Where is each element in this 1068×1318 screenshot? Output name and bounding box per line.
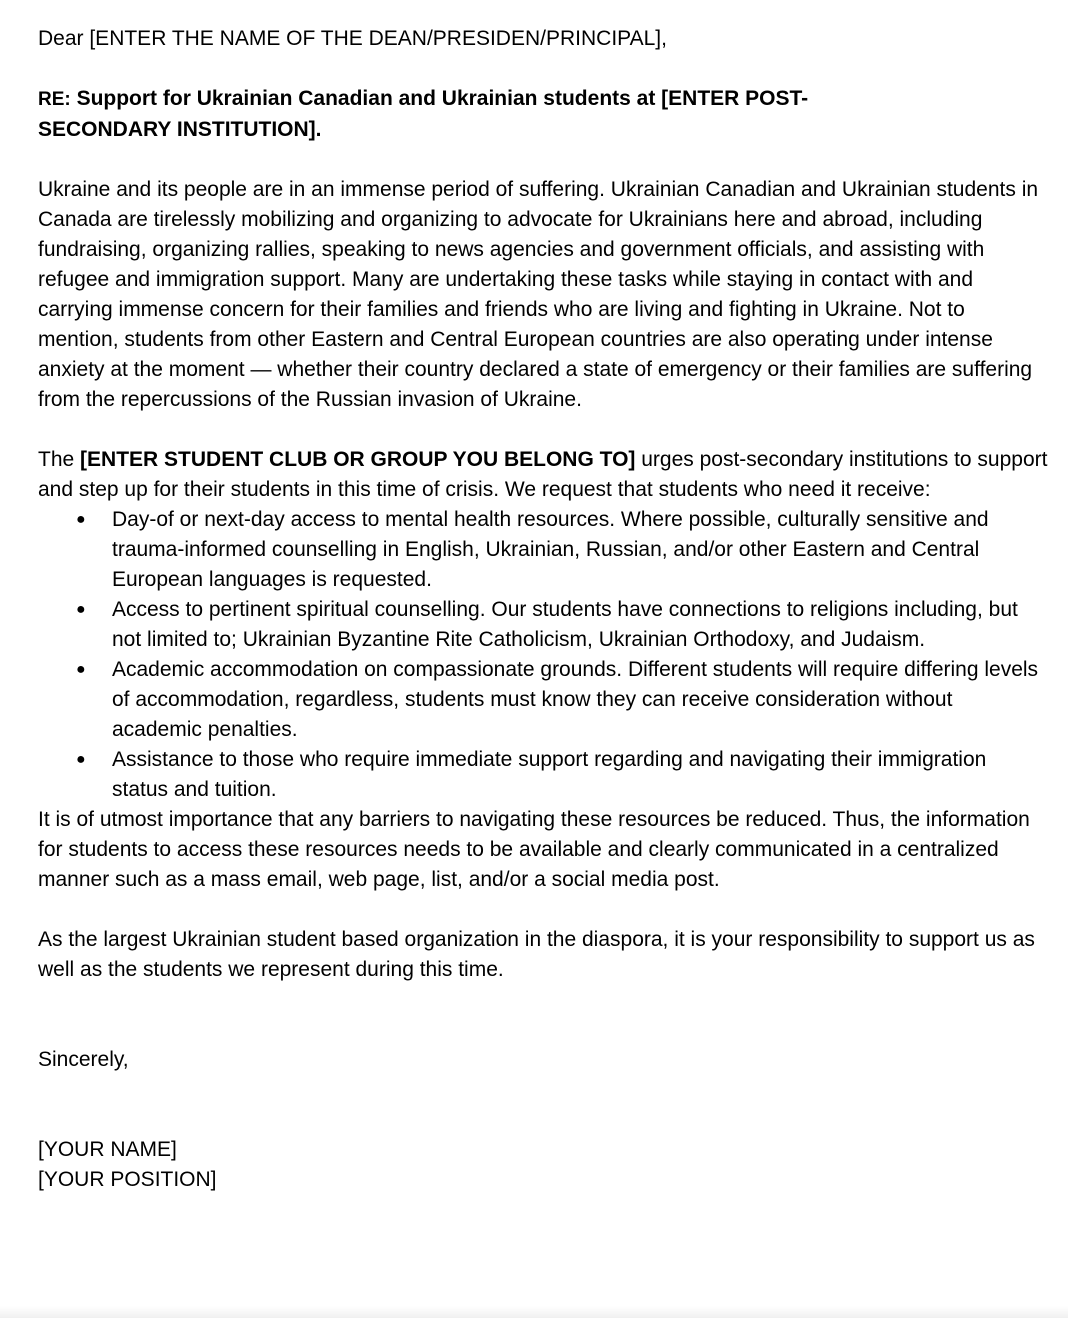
page-bottom-edge xyxy=(0,1306,1068,1318)
request-list xyxy=(38,505,1048,805)
request-paragraph xyxy=(38,445,1048,505)
request-suffix: urges post-secondary institutions to support and step up for their students in this time of crisis. We request that students who need it receive: xyxy=(38,448,1048,501)
signature-position: [YOUR POSITION] xyxy=(38,1168,217,1191)
list-item-text: Day-of or next-day access to mental health resources. Where possible, culturally sensitive and trauma-informed counselling in English, Ukrainian, Russian, and/or other Eastern and Central European languages is requested. xyxy=(112,508,989,591)
list-item-text: Academic accommodation on compassionate grounds. Different students will require differing levels of accommodation, regardless, students must know they can receive consideration without academic penalties. xyxy=(112,658,1039,741)
letter-document xyxy=(38,24,1048,1195)
list-item xyxy=(38,745,1048,805)
bullet-icon: ● xyxy=(76,601,86,618)
student-group-placeholder: [ENTER STUDENT CLUB OR GROUP YOU BELONG TO] xyxy=(80,448,636,471)
signature-name: [YOUR NAME] xyxy=(38,1138,177,1161)
responsibility-paragraph: As the largest Ukrainian student based organization in the diaspora, it is your responsibility to support us as well as the students we represent during this time. xyxy=(38,928,1035,981)
subject-label: RE: xyxy=(38,89,71,110)
subject-line xyxy=(38,84,918,145)
bullet-icon: ● xyxy=(76,511,86,528)
bullet-icon: ● xyxy=(76,661,86,678)
closing: Sincerely, xyxy=(38,1048,129,1071)
subject-text: Support for Ukrainian Canadian and Ukrainian students at [ENTER POST-SECONDARY INSTITUTION]. xyxy=(38,87,809,141)
salutation: Dear [ENTER THE NAME OF THE DEAN/PRESIDEN/PRINCIPAL], xyxy=(38,27,667,50)
intro-paragraph: Ukraine and its people are in an immense period of suffering. Ukrainian Canadian and Ukrainian students in Canada are tirelessly mobilizing and organizing to advocate for Ukrainians here and abroad, including fundraising, organizing rallies, speaking to news agencies and government officials, and assisting with refugee and immigration support. Many are undertaking these tasks while staying in contact with and carrying immense concern for their families and friends who are living and fighting in Ukraine. Not to mention, students from other Eastern and Central European countries are also operating under intense anxiety at the moment — whether their country declared a state of emergency or their families are suffering from the repercussions of the Russian invasion of Ukraine. xyxy=(38,178,1039,411)
list-item xyxy=(38,505,1048,595)
request-prefix: The xyxy=(38,448,81,471)
barriers-paragraph: It is of utmost importance that any barriers to navigating these resources be reduced. Thus, the information for students to access these resources needs to be available and clearly communicated in a centralized manner such as a mass email, web page, list, and/or a social media post. xyxy=(38,808,1030,891)
list-item-text: Access to pertinent spiritual counselling. Our students have connections to religions including, but not limited to; Ukrainian Byzantine Rite Catholicism, Ukrainian Orthodoxy, and Judaism. xyxy=(112,598,1018,651)
list-item xyxy=(38,655,1048,745)
list-item-text: Assistance to those who require immediate support regarding and navigating their immigration status and tuition. xyxy=(112,748,987,801)
list-item xyxy=(38,595,1048,655)
bullet-icon: ● xyxy=(76,751,86,768)
